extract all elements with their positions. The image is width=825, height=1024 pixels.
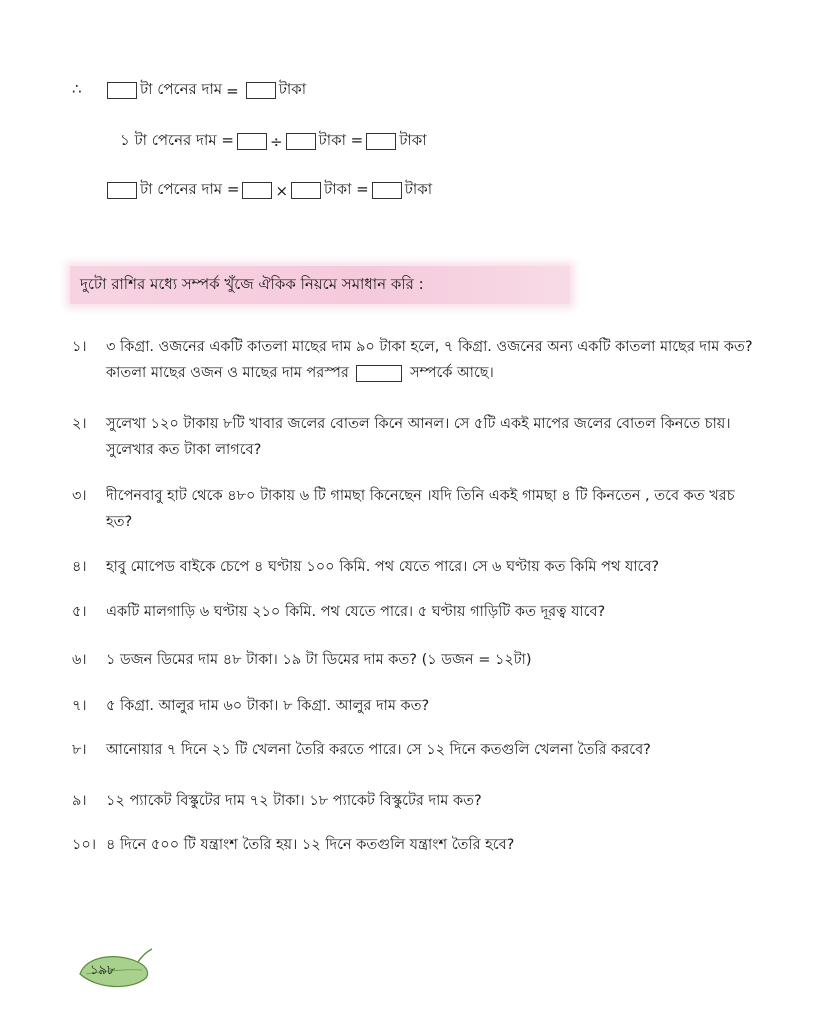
answer-box[interactable] — [107, 182, 137, 199]
question-5 — [72, 599, 762, 625]
question-number: ৮। — [72, 742, 87, 758]
question-6 — [72, 647, 762, 673]
question-number: ৩। — [72, 488, 87, 504]
calc-row-2 — [120, 129, 427, 154]
answer-box[interactable] — [366, 133, 396, 150]
therefore-symbol: ∴ — [72, 80, 82, 98]
calc-text: টাকা = — [324, 180, 369, 198]
question-number: ৬। — [72, 652, 87, 668]
question-8 — [72, 737, 762, 763]
multiply-sign: × — [275, 181, 289, 200]
divide-sign: ÷ — [269, 132, 283, 151]
answer-box[interactable] — [107, 82, 137, 99]
leaf-icon — [76, 944, 156, 994]
answer-box[interactable] — [246, 82, 276, 99]
page-number: ১৯৮ — [90, 963, 116, 978]
question-text: আনোয়ার ৭ দিনে ২১ টি খেলনা তৈরি করতে পারে। সে ১২ দিনে কতগুলি খেলনা তৈরি করবে? — [106, 742, 651, 758]
calc-row-1 — [104, 78, 306, 103]
question-number: ৯। — [72, 793, 87, 809]
question-3 — [72, 483, 762, 535]
question-text: হাবু মোপেড বাইকে চেপে ৪ ঘণ্টায় ১০০ কিমি. পথ যেতে পারে। সে ৬ ঘণ্টায় কত কিমি পথ যাবে? — [106, 559, 660, 575]
calc-text: টা পেনের দাম = — [140, 180, 240, 198]
calc-text: টাকা — [404, 180, 433, 198]
answer-box[interactable] — [356, 365, 402, 382]
question-number: ৪। — [72, 559, 87, 575]
question-number: ৭। — [72, 698, 87, 714]
question-text-part: সম্পর্কে আছে। — [410, 365, 494, 381]
question-text: ৪ দিনে ৫০০ টি যন্ত্রাংশ তৈরি হয়। ১২ দিনে কতগুলি যন্ত্রাংশ তৈরি হবে? — [106, 837, 515, 853]
approx-sign: = — [226, 81, 239, 100]
question-number: ৫। — [72, 604, 87, 620]
answer-box[interactable] — [242, 182, 272, 199]
question-7 — [72, 693, 762, 719]
question-text: ১২ প্যাকেট বিস্কুটের দাম ৭২ টাকা। ১৮ প্যাকেট বিস্কুটের দাম কত? — [106, 793, 482, 809]
section-heading-banner — [70, 266, 570, 304]
question-text: ৫ কিগ্রা. আলুর দাম ৬০ টাকা। ৮ কিগ্রা. আলুর দাম কত? — [106, 698, 430, 714]
question-1 — [72, 334, 762, 386]
answer-box[interactable] — [291, 182, 321, 199]
calc-text: টাকা — [278, 80, 307, 98]
calc-row-3 — [104, 178, 432, 203]
calc-text: ১ টা পেনের দাম = — [120, 131, 234, 149]
question-text-part: ৩ কিগ্রা. ওজনের একটি কাতলা মাছের দাম ৯০ টাকা হলে, ৭ কিগ্রা. ওজনের অন্য একটি কাতলা মাছের দাম কত? কাতলা মাছের ওজন ও মাছের দাম পরস্পর — [106, 339, 753, 381]
question-text: একটি মালগাড়ি ৬ ঘণ্টায় ২১০ কিমি. পথ যেতে পারে। ৫ ঘণ্টায় গাড়িটি কত দূরত্ব যাবে? — [106, 604, 606, 620]
question-number: ২। — [72, 416, 87, 432]
answer-box[interactable] — [237, 133, 267, 150]
question-9 — [72, 788, 762, 814]
question-text — [106, 334, 762, 386]
question-10 — [72, 832, 762, 858]
question-number: ১। — [72, 339, 87, 355]
section-heading: দুটো রাশির মধ্যে সম্পর্ক খুঁজে ঐকিক নিয়মে সমাধান করি : — [80, 274, 424, 293]
calc-text: টাকা = — [318, 131, 364, 149]
question-number: ১০। — [72, 837, 97, 853]
calc-text: টা পেনের দাম — [140, 80, 223, 98]
question-2 — [72, 411, 762, 463]
question-text: ১ ডজন ডিমের দাম ৪৮ টাকা। ১৯ টা ডিমের দাম কত? (১ ডজন = ১২টা) — [106, 652, 532, 668]
calc-text: টাকা — [399, 131, 427, 149]
question-text: সুলেখা ১২০ টাকায় ৮টি খাবার জলের বোতল কিনে আনল। সে ৫টি একই মাপের জলের বোতল কিনতে চায়। সুলেখার কত টাকা লাগবে? — [106, 416, 731, 458]
answer-box[interactable] — [372, 182, 402, 199]
question-text: দীপেনবাবু হাট থেকে ৪৮০ টাকায় ৬ টি গামছা কিনেছেন ।যদি তিনি একই গামছা ৪ টি কিনতেন , তবে কত খরচ হত? — [106, 488, 735, 530]
page-number-leaf — [76, 944, 156, 998]
question-4 — [72, 554, 762, 580]
answer-box[interactable] — [286, 133, 316, 150]
